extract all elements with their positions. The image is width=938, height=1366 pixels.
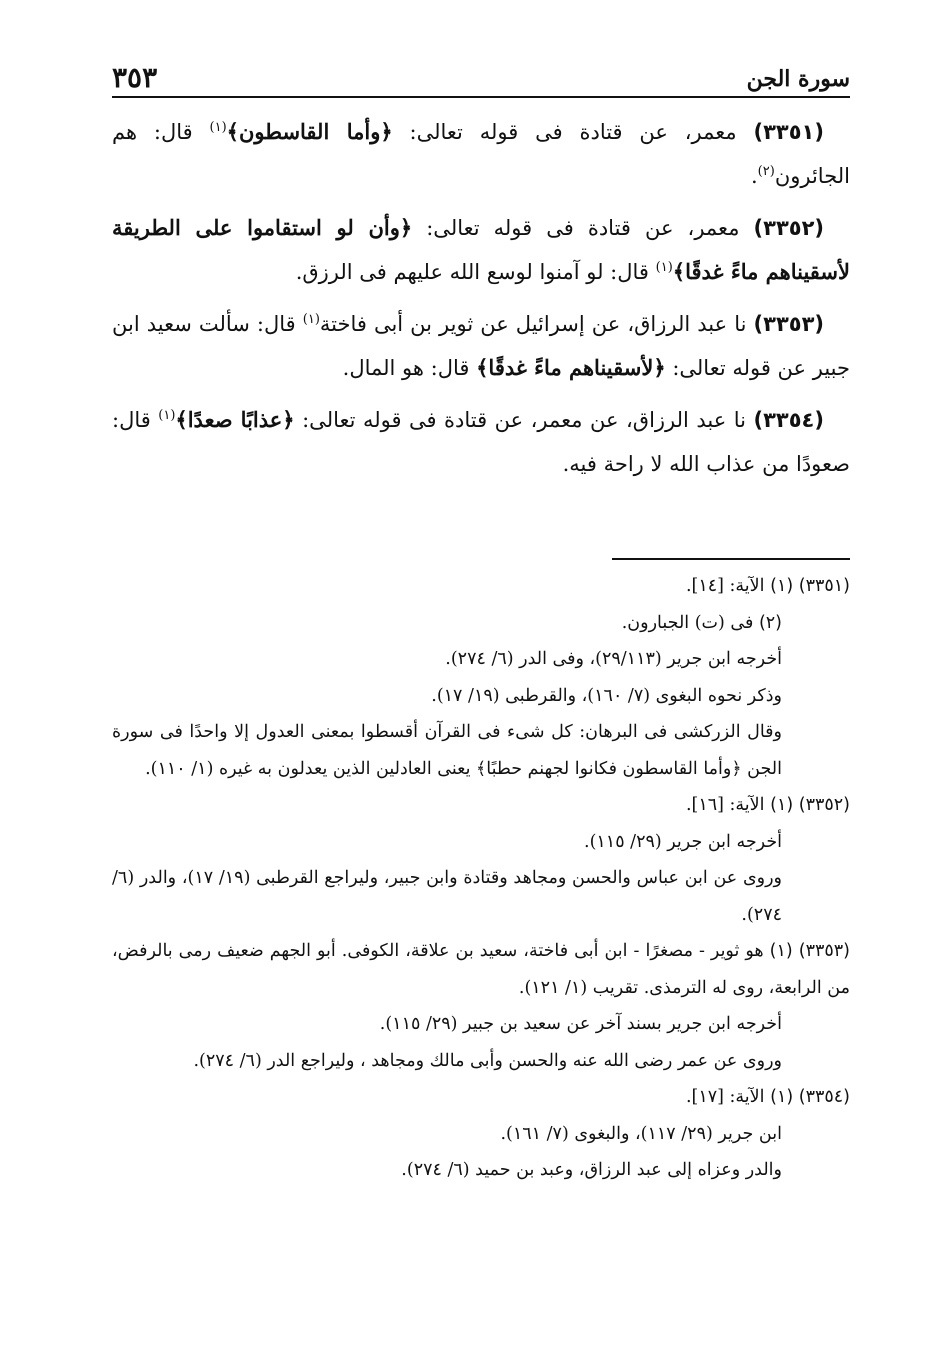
quran-quote: ﴿عذابًا صعدًا﴾ bbox=[175, 407, 295, 432]
footnote-line bbox=[112, 824, 850, 861]
entry-3354 bbox=[112, 398, 850, 486]
footnote-line bbox=[112, 933, 850, 1006]
footnote-prefix: (٣٣٥٢) (١) bbox=[770, 795, 850, 815]
quran-quote: ﴿لأسقيناهم ماءً غدقًا﴾ bbox=[476, 355, 666, 380]
footnote-text: وذكر نحوه البغوى (٧/ ١٦٠)، والقرطبى (١٩/ ١٧). bbox=[431, 685, 782, 706]
footnote-line bbox=[112, 1006, 850, 1043]
footnote-line bbox=[112, 787, 850, 824]
footnote-line bbox=[112, 714, 850, 787]
entry-3352 bbox=[112, 206, 850, 294]
footnote-text: أخرجه ابن جرير (٢٩/ ١١٥). bbox=[584, 831, 782, 852]
entry-3351 bbox=[112, 110, 850, 198]
footnote-text: أخرجه ابن جرير بسند آخر عن سعيد بن جبير (٢٩/ ١١٥). bbox=[379, 1014, 782, 1034]
page-header bbox=[112, 56, 850, 98]
entry-lead: نا عبد الرزاق، عن معمر، عن قتادة فى قوله تعالى: bbox=[302, 408, 746, 432]
footnote-prefix: (٣٣٥١) (١) bbox=[770, 576, 850, 596]
footnote-text: أخرجه ابن جرير (٢٩/١١٣)، وفى الدر (٦/ ٢٧٤). bbox=[445, 649, 782, 669]
footnote-line bbox=[112, 1043, 850, 1080]
entry-text: قال: هو المال. bbox=[342, 356, 470, 380]
footnote-prefix: (٣٣٥٣) (١) bbox=[769, 941, 850, 961]
footnote-line bbox=[112, 1116, 850, 1153]
footnote-ref: (١) bbox=[158, 408, 176, 423]
footnote-ref: (١) bbox=[302, 312, 320, 327]
surah-title: سورة الجن bbox=[746, 66, 850, 92]
footnote-text: ابن جرير (٢٩/ ١١٧)، والبغوى (٧/ ١٦١). bbox=[500, 1123, 782, 1144]
entry-text: قال: صعودًا من عذاب الله لا راحة فيه. bbox=[112, 408, 850, 476]
footnote-text: والدر وعزاه إلى عبد الرزاق، وعبد بن حميد (٦/ ٢٧٤). bbox=[401, 1160, 782, 1180]
footnotes bbox=[112, 568, 850, 1189]
footnote-text: وروى عن ابن عباس والحسن ومجاهد وقتادة وابن جبير، وليراجع القرطبى (١٩/ ١٧)، والدر (٦/ ٢٧٤). bbox=[112, 868, 782, 925]
entry-number: (٣٣٥٣) bbox=[753, 312, 825, 336]
entry-number: (٣٣٥١) bbox=[753, 120, 824, 144]
footnote-text: هو ثوير - مصغرًا - ابن أبى فاختة، سعيد بن علاقة، الكوفى. أبو الجهم ضعيف رمى بالرفض، من الرابعة، روى له الترمذى. تقريب (١/ ١٢١). bbox=[112, 941, 850, 998]
entry-lead: معمر، عن قتادة فى قوله تعالى: bbox=[426, 216, 740, 240]
footnote-line bbox=[112, 860, 850, 933]
footnote-ref: (١) bbox=[209, 120, 227, 135]
entry-text: قال: هم الجائرون bbox=[112, 120, 850, 188]
quran-quote: ﴿وأما القاسطون﴾ bbox=[226, 119, 393, 144]
entry-text: قال: لو آمنوا لوسع الله عليهم فى الرزق. bbox=[295, 260, 649, 284]
entry-number: (٣٣٥٢) bbox=[753, 216, 825, 240]
footnote-text: فى (ت) الجبارون. bbox=[621, 612, 754, 633]
entry-lead: معمر، عن قتادة فى قوله تعالى: bbox=[409, 120, 737, 144]
entry-number: (٣٣٥٤) bbox=[753, 408, 824, 432]
entry-text-end: . bbox=[750, 164, 758, 188]
entry-lead: نا عبد الرزاق، عن إسرائيل عن ثوير بن أبى فاختة bbox=[319, 312, 747, 336]
footnote-prefix: (٣٣٥٤) (١) bbox=[770, 1087, 850, 1107]
footnote-line bbox=[112, 1079, 850, 1116]
footnote-text: وروى عن عمر رضى الله عنه والحسن وأبى مالك ومجاهد ، وليراجع الدر (٦/ ٢٧٤). bbox=[193, 1050, 782, 1071]
footnote-text: وقال الزركشى فى البرهان: كل شىء فى القرآن أقسطوا بمعنى العدول إلا واحدًا فى سورة الجن ﴿وأما القاسطون فكانوا لجهنم حطبًا﴾ يعنى العادلين الذين يعدلون به غيره (١/ ١١٠). bbox=[112, 722, 782, 779]
footnote-text: الآية: [١٤]. bbox=[685, 576, 765, 596]
page-number: ٣٥٣ bbox=[112, 61, 158, 94]
footnote-text: الآية: [١٦]. bbox=[685, 795, 765, 815]
footnote-line bbox=[112, 678, 850, 715]
footnote-divider bbox=[612, 558, 850, 560]
footnote-line bbox=[112, 1152, 850, 1189]
footnote-ref: (١) bbox=[655, 260, 673, 275]
footnote-ref: (٢) bbox=[757, 164, 775, 179]
footnote-text: الآية: [١٧]. bbox=[685, 1087, 765, 1107]
entry-3353 bbox=[112, 302, 850, 390]
entry-mid: قال: سألت سعيد ابن جبير عن قوله تعالى: bbox=[112, 312, 850, 380]
footnote-line bbox=[112, 568, 850, 605]
main-text bbox=[112, 110, 850, 494]
footnote-prefix: (٢) bbox=[758, 612, 782, 633]
footnote-line bbox=[112, 641, 850, 678]
quran-quote: ﴿وأن لو استقاموا على الطريقة لأسقيناهم ماءً غدقًا﴾ bbox=[112, 215, 850, 284]
footnote-line bbox=[112, 605, 850, 642]
